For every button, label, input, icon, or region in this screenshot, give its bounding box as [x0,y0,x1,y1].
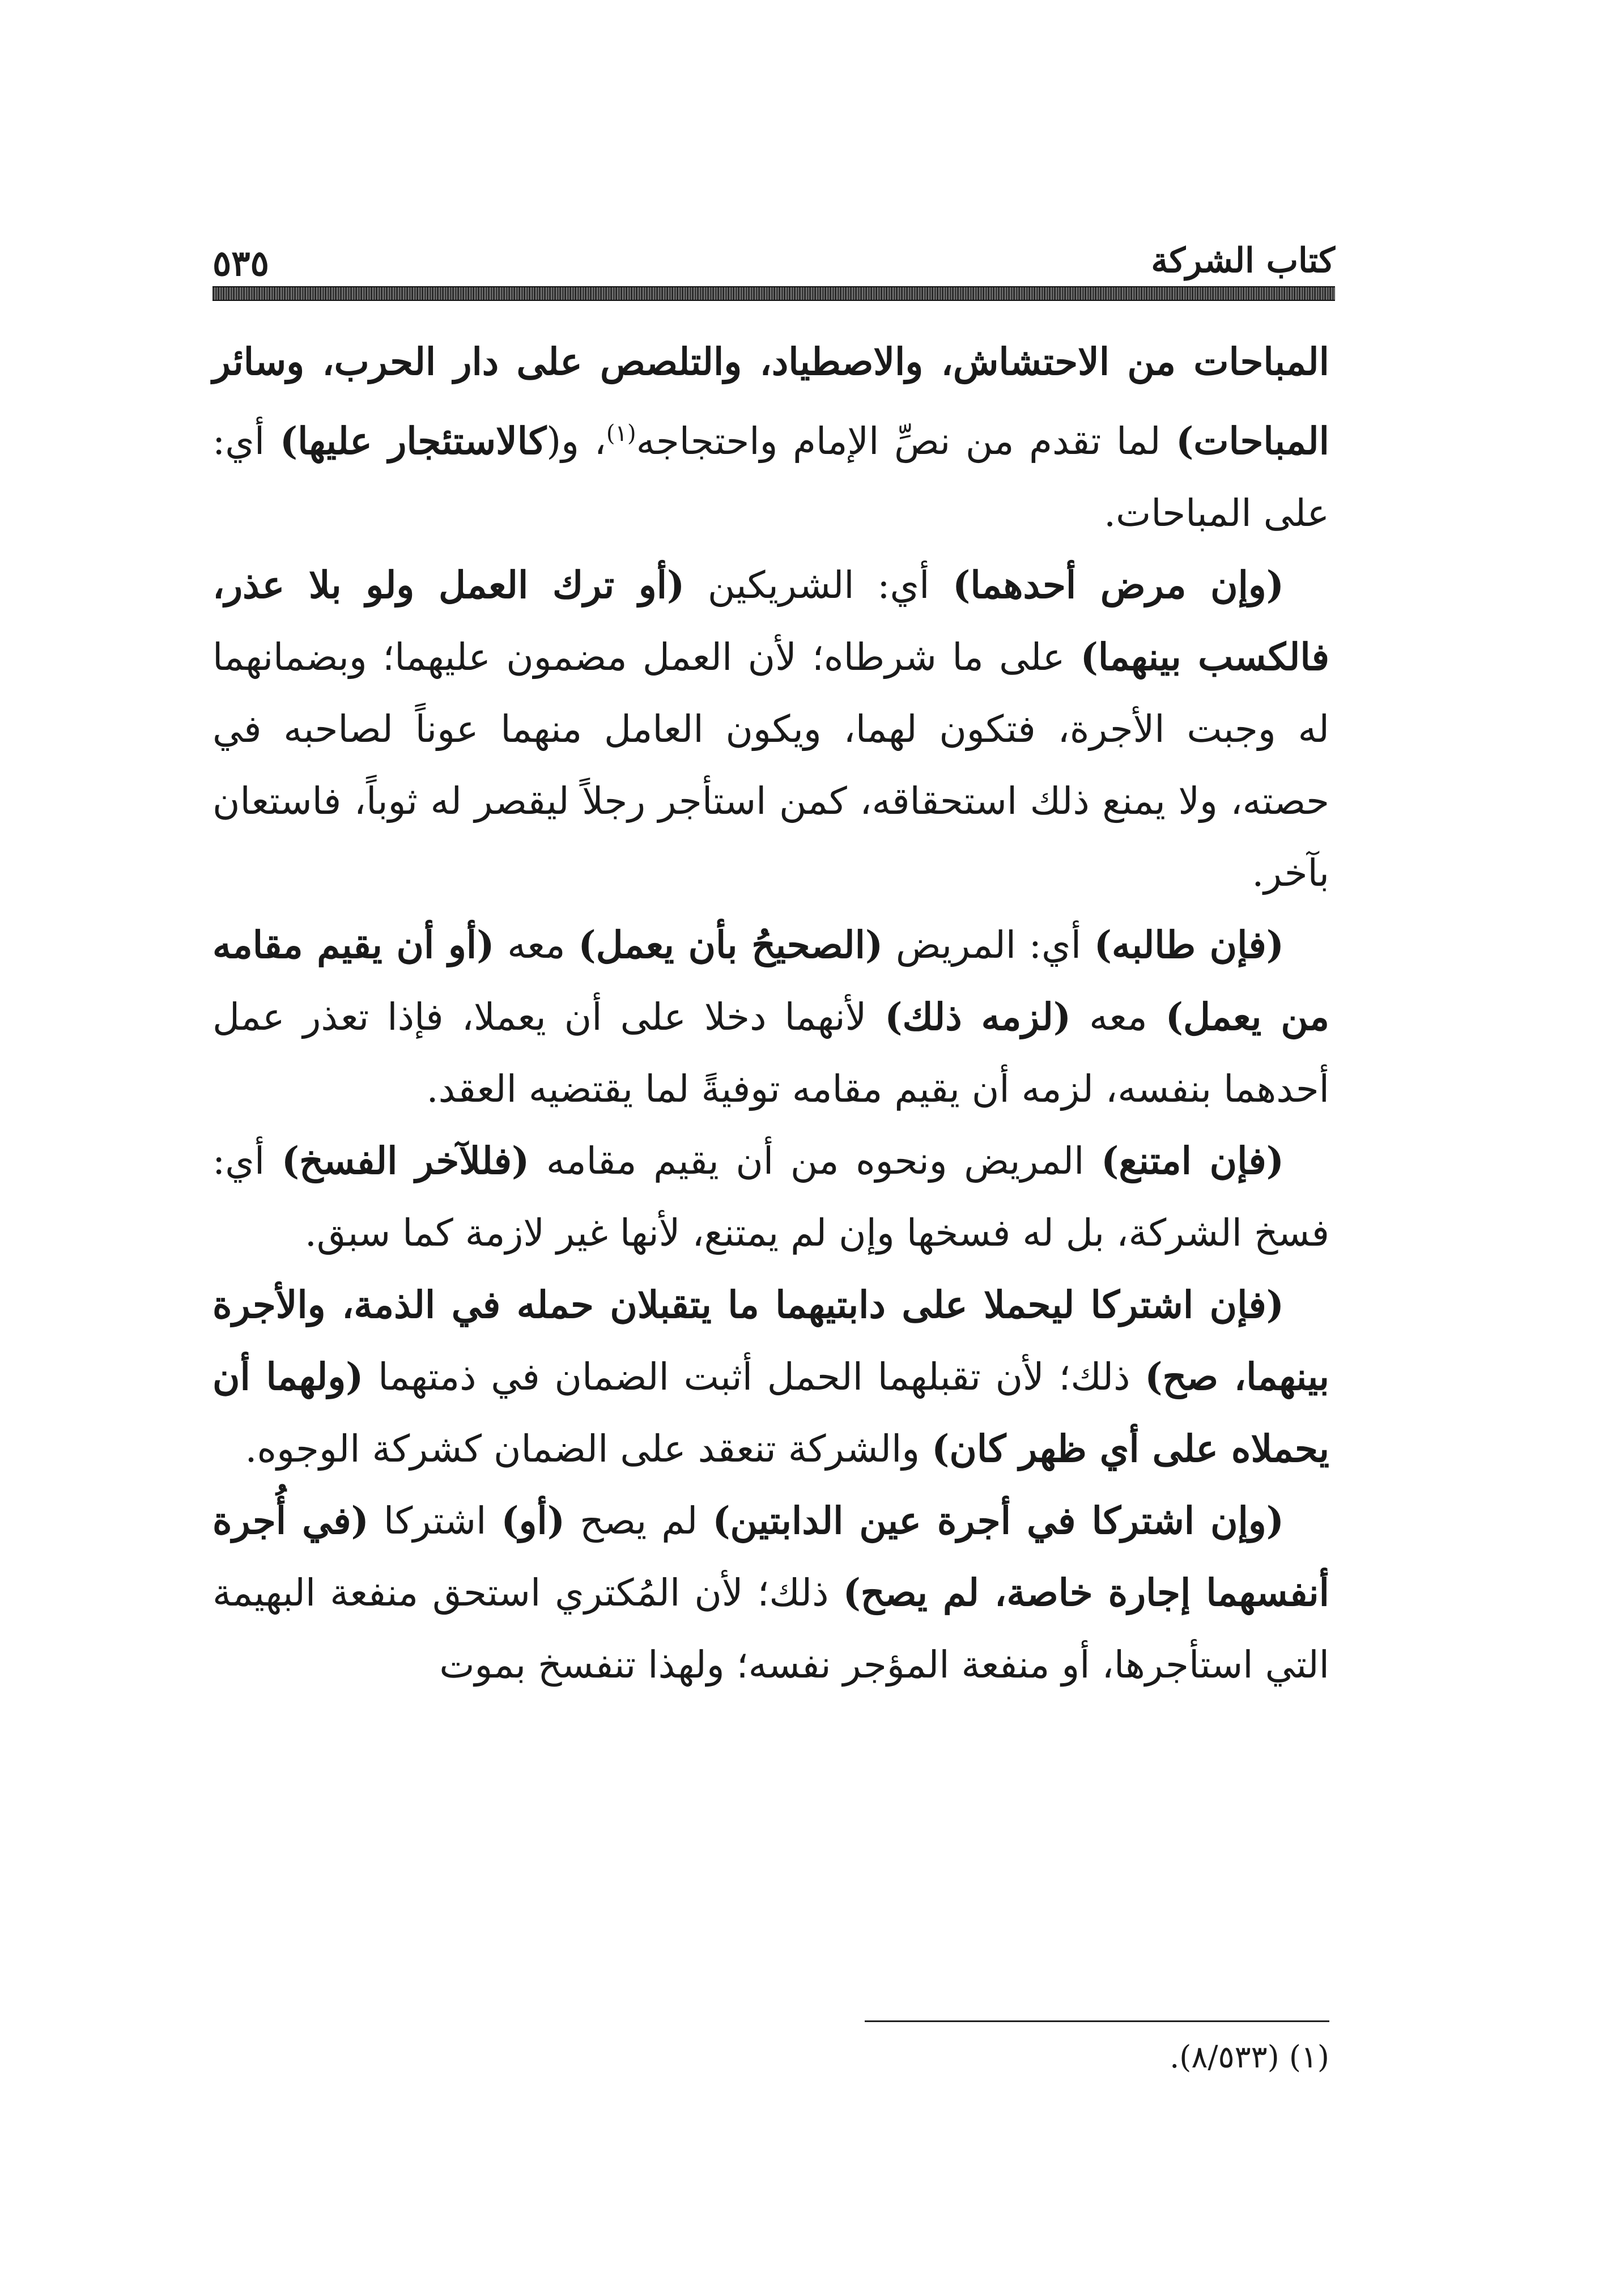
bold-phrase: (وإن اشتركا في أجرة عين الدابتين) [712,1498,1284,1543]
text-run: معه [494,923,579,967]
bold-phrase: (فإن طالبه) [1094,923,1285,967]
paragraph-6 [212,1485,1329,1701]
text-run: والشركة تنعقد على الضمان كشركة الوجوه. [245,1427,932,1471]
footnote-rule [865,2020,1329,2022]
bold-phrase: (وإن مرض أحدهما) [953,563,1284,607]
text-run: أي: على المباحات. [212,419,1329,535]
bold-phrase: (في أُجرة أنفسهما إجارة خاصة، لم يصح) [212,1498,1330,1615]
text-run: على ما شرطاه؛ لأن العمل مضمون عليهما؛ وبضمانهما له وجبت الأجرة، فتكون لهما، ويكون العامل منهما عوناً لصاحبه في حصته، ولا يمنع ذلك استحقاقه، كمن استأجر رجلاً ليقصر له ثوباً، فاستعان بآخر. [212,635,1329,895]
footnote: (١) (٨/٥٣٣). [1170,2039,1329,2075]
bold-phrase: (أو) [501,1498,566,1543]
bold-phrase: (ولهما أن يحملاه على أي ظهر كان) [212,1354,1329,1471]
text-run: لأنهما دخلا على أن يعملا، فإذا تعذر عمل أحدهما بنفسه، لزمه أن يقيم مقامه توفيةً لما يقتضيه العقد. [212,995,1329,1111]
text-run: معه [1071,995,1166,1039]
bold-phrase: (لزمه ذلك) [885,995,1072,1039]
text-run: أي: المريض [883,923,1094,967]
bold-phrase: (فإن اشتركا ليحملا على دابتيهما ما يتقبلان حمله في الذمة، والأجرة بينهما، صح) [212,1283,1329,1399]
running-title: كتاب الشركة [1151,241,1335,281]
header-rule [212,286,1335,301]
paragraph-3 [212,909,1329,1125]
text-run: لم يصح [565,1499,713,1543]
bold-phrase: المباحات من الاحتشاش، والاصطياد، والتلصص على دار الحرب، وسائر المباحات) [212,339,1329,463]
text-run: اشتركا [368,1499,501,1543]
paragraph-5 [212,1269,1329,1485]
text-run: أي: الشريكين [685,563,953,607]
bold-phrase: (فإن امتنع) [1101,1139,1284,1183]
text-run: المريض ونحوه من أن يقيم مقامه [529,1139,1102,1183]
paragraph-1 [212,326,1329,549]
text-run: ذلك؛ لأن تقبلهما الحمل أثبت الضمان في ذمتهما [363,1355,1145,1399]
bold-phrase: (أو ترك العمل ولو بلا عذر، فالكسب بينهما) [212,563,1329,679]
footnote-marker[interactable]: (١) [606,421,636,447]
bold-phrase: (فللآخر الفسخ) [281,1139,530,1183]
bold-phrase: (الصحيحُ بأن يعمل) [578,923,883,967]
bold-phrase: (أو أن يقيم مقامه من يعمل) [212,923,1329,1039]
text-run: ذلك؛ لأن المُكتري استحق منفعة البهيمة التي استأجرها، أو منفعة المؤجر نفسه؛ ولهذا تنفسخ بموت [212,1571,1329,1687]
body-text [212,326,1329,1701]
paragraph-2 [212,549,1329,909]
page-header [212,224,1335,283]
bold-phrase: كالاستئجار عليها) [279,419,547,463]
text-run: ، و( [546,419,606,463]
paragraph-4 [212,1125,1329,1269]
page-number: ٥٣٥ [212,243,269,284]
text-run: لما تقدم من نصِّ الإمام واحتجاجه [636,419,1176,463]
text-run: أي: فسخ الشركة، بل له فسخها وإن لم يمتنع، لأنها غير لازمة كما سبق. [212,1139,1329,1255]
